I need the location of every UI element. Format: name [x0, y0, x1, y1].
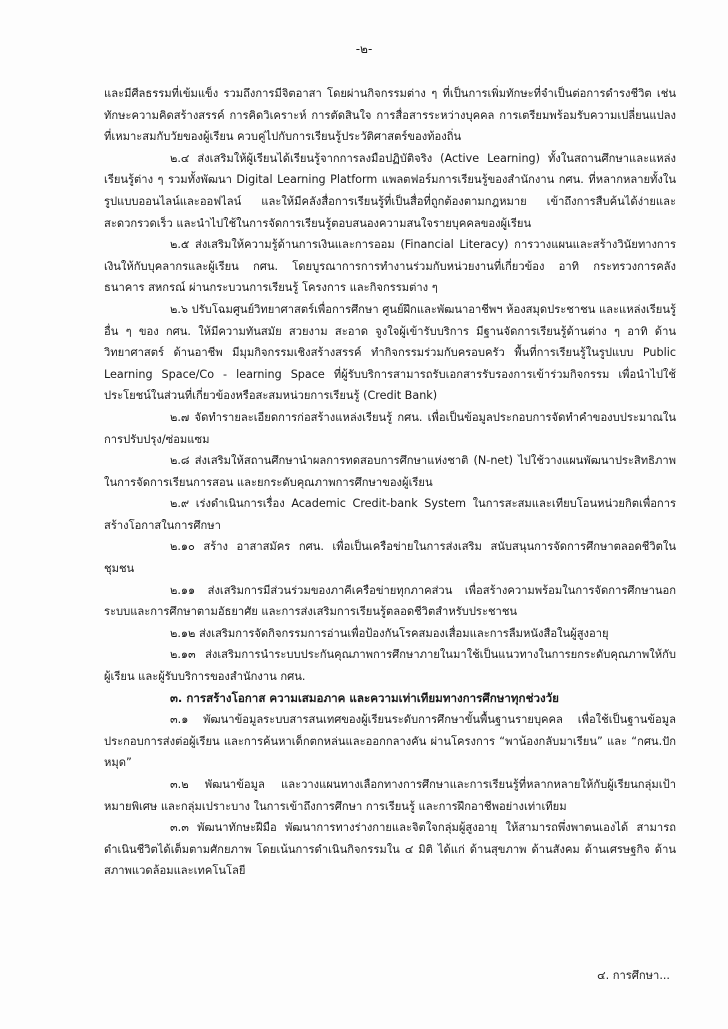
paragraph-2-11: ๒.๑๑ ส่งเสริมการมีส่วนร่วมของภาคีเครือข่ายทุกภาคส่วน เพื่อสร้างความพร้อมในการจัดการศึกษานอกระบบและการศึกษาตามอัธยาศัย และการส่งเสริมการเรียนรู้ตลอดชีวิตสำหรับประชาชน: [104, 583, 676, 619]
paragraph-continued: และมีศีลธรรมที่เข้มแข็ง รวมถึงการมีจิตอาสา โดยผ่านกิจกรรมต่าง ๆ ที่เป็นการเพิ่มทักษะที่จำเป็นต่อการดำรงชีวิต เช่น ทักษะความคิดสร้างสรรค์ การคิดวิเคราะห์ การตัดสินใจ การสื่อสารระหว่างบุคคล การเตรียมพร้อมรับความเปลี่ยนแปลงที่เหมาะสมกับวัยของผู้เรียน ควบคู่ไปกับการเรียนรู้ประวัติศาสตร์ของท้องถิ่น: [104, 87, 676, 144]
paragraph-2-9: ๒.๙ เร่งดำเนินการเรื่อง Academic Credit-bank System ในการสะสมและเทียบโอนหน่วยกิตเพื่อการสร้างโอกาสในการศึกษา: [104, 497, 676, 532]
paragraph-3-3: ๓.๓ พัฒนาทักษะฝีมือ พัฒนาการทางร่างกายและจิตใจกลุ่มผู้สูงอายุ ให้สามารถพึ่งพาตนเองได้ สามารถดำเนินชีวิตได้เต็มตามศักยภาพ โดยเน้นการดำเนินกิจกรรมใน ๔ มิติ ได้แก่ ด้านสุขภาพ ด้านสังคม ด้านเศรษฐกิจ ด้านสภาพแวดล้อมและเทคโนโลยี: [104, 821, 676, 878]
continuation-marker: ๔. การศึกษา...: [597, 969, 670, 982]
document-body: [104, 83, 676, 882]
paragraph-2-13: ๒.๑๓ ส่งเสริมการนำระบบประกันคุณภาพการศึกษาภายในมาใช้เป็นแนวทางในการยกระดับคุณภาพให้กับผู้เรียน และผู้รับบริการของสำนักงาน กศน.: [104, 648, 676, 684]
paragraph-2-5: ๒.๕ ส่งเสริมให้ความรู้ด้านการเงินและการออม (Financial Literacy) การวางแผนและสร้างวินัยทางการเงินให้กับบุคลากรและผู้เรียน กศน. โดยบูรณาการการทำงานร่วมกับหน่วยงานที่เกี่ยวข้อง อาทิ กระทรวงการคลัง ธนาคาร สหกรณ์ ผ่านกระบวนการเรียนรู้ โครงการ และกิจกรรมต่าง ๆ: [104, 238, 676, 295]
section-heading: ๓. การสร้างโอกาส ความเสมอภาค และความเท่าเทียมทางการศึกษาทุกช่วงวัย: [170, 690, 559, 705]
paragraph-2-6: ๒.๖ ปรับโฉมศูนย์วิทยาศาสตร์เพื่อการศึกษา ศูนย์ฝึกและพัฒนาอาชีพฯ ห้องสมุดประชาชน และแหล่งเรียนรู้อื่น ๆ ของ กศน. ให้มีความทันสมัย สวยงาม สะอาด จูงใจผู้เข้ารับบริการ มีฐานจัดการเรียนรู้ด้านต่าง ๆ อาทิ ด้านวิทยาศาสตร์ ด้านอาชีพ มีมุมกิจกรรมเชิงสร้างสรรค์ ทำกิจกรรมร่วมกับครอบครัว พื้นที่การเรียนรู้ในรูปแบบ Public Learning Space/Co - learning Space ที่ผู้รับบริการสามารถรับเอกสารรับรองการเข้าร่วมกิจกรรม เพื่อนำไปใช้ประโยชน์ในส่วนที่เกี่ยวข้องหรือสะสมหน่วยการเรียนรู้ (Credit Bank): [104, 302, 676, 403]
paragraph-3-2: ๓.๒ พัฒนาข้อมูล และวางแผนทางเลือกทางการศึกษาและการเรียนรู้ที่หลากหลายให้กับผู้เรียนกลุ่มเป้าหมายพิเศษ และกลุ่มเปราะบาง ในการเข้าถึงการศึกษา การเรียนรู้ และการฝึกอาชีพอย่างเท่าเทียม: [104, 778, 676, 813]
paragraph-2-12: ๒.๑๒ ส่งเสริมการจัดกิจกรรมการอ่านเพื่อป้องกันโรคสมองเสื่อมและการลืมหนังสือในผู้สูงอายุ: [170, 626, 609, 640]
paragraph-3-1: ๓.๑ พัฒนาข้อมูลระบบสารสนเทศของผู้เรียนระดับการศึกษาขั้นพื้นฐานรายบุคคล เพื่อใช้เป็นฐานข้อมูลประกอบการส่งต่อผู้เรียน และการค้นหาเด็กตกหล่นและออกกลางคัน ผ่านโครงการ “พาน้องกลับมาเรียน” และ “กศน.ปักหมุด”: [104, 713, 676, 770]
paragraph-2-7: ๒.๗ จัดทำรายละเอียดการก่อสร้างแหล่งเรียนรู้ กศน. เพื่อเป็นข้อมูลประกอบการจัดทำคำของบประมาณในการปรับปรุง/ซ่อมแซม: [104, 410, 676, 446]
paragraph-2-10: ๒.๑๐ สร้าง อาสาสมัคร กศน. เพื่อเป็นเครือข่ายในการส่งเสริม สนับสนุนการจัดการศึกษาตลอดชีวิตในชุมชน: [104, 540, 676, 576]
paragraph-2-4: ๒.๔ ส่งเสริมให้ผู้เรียนได้เรียนรู้จากการลงมือปฏิบัติจริง (Active Learning) ทั้งในสถานศึกษาและแหล่งเรียนรู้ต่าง ๆ รวมทั้งพัฒนา Digital Learning Platform แพลตฟอร์มการเรียนรู้ของสำนักงาน กศน. ที่หลากหลายทั้งในรูปแบบออนไลน์และออฟไลน์ และให้มีคลังสื่อการเรียนรู้ที่เป็นสื่อที่ถูกต้องตามกฎหมาย เข้าถึงการสืบค้นได้ง่ายและสะดวกรวดเร็ว และนำไปใช้ในการจัดการเรียนรู้ตอบสนองความสนใจรายบุคคลของผู้เรียน: [104, 151, 676, 230]
paragraph-2-8: ๒.๘ ส่งเสริมให้สถานศึกษานำผลการทดสอบการศึกษาแห่งชาติ (N-net) ไปใช้วางแผนพัฒนาประสิทธิภาพในการจัดการเรียนการสอน และยกระดับคุณภาพการศึกษาของผู้เรียน: [104, 454, 676, 489]
page-number: -๒-: [355, 42, 373, 56]
